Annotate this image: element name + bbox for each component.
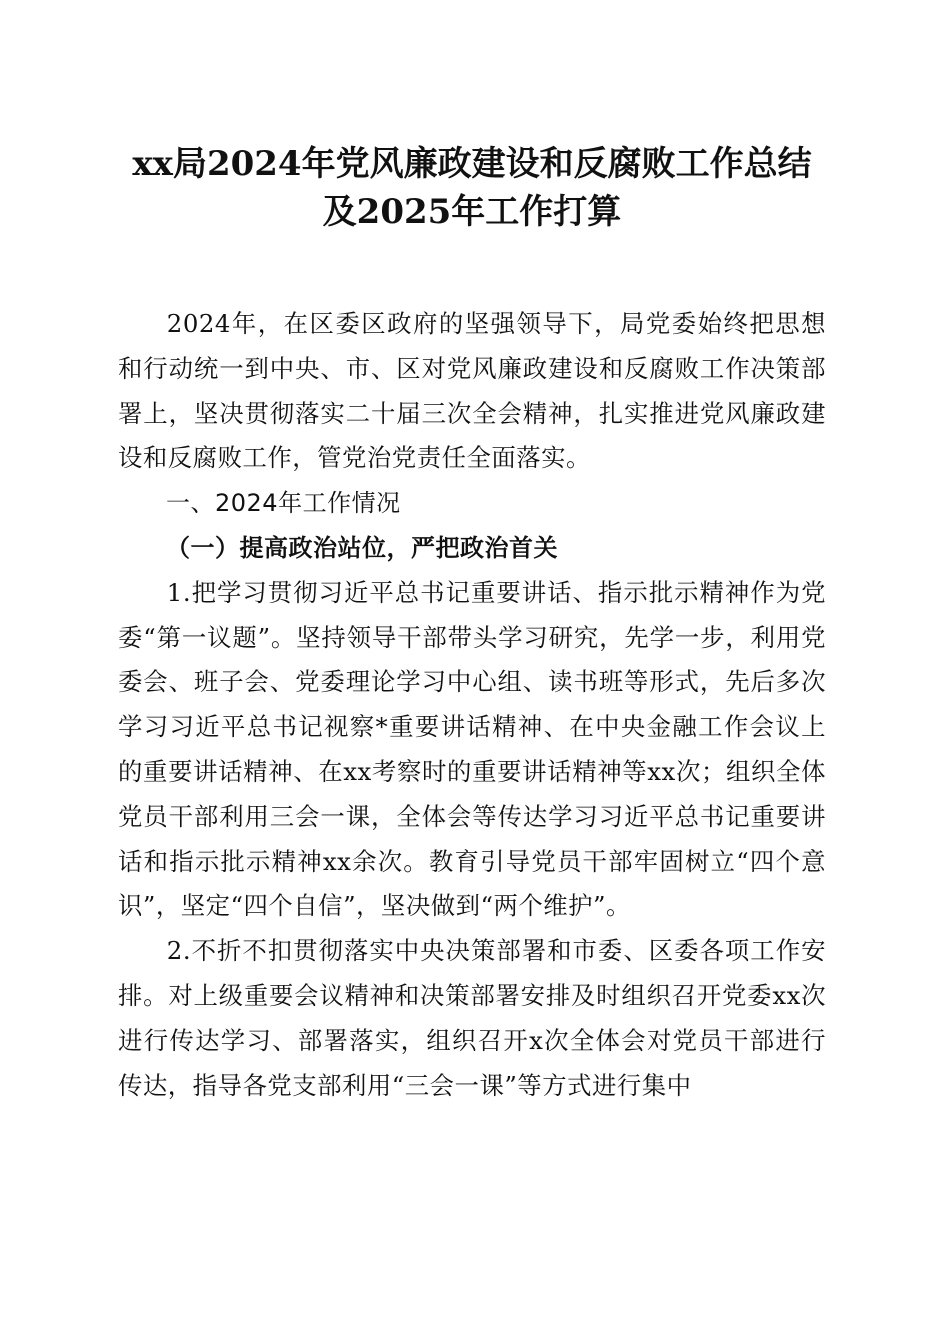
paragraph-1: 1.把学习贯彻习近平总书记重要讲话、指示批示精神作为党委“第一议题”。坚持领导干部带头学习研究，先学一步，利用党委会、班子会、党委理论学习中心组、读书班等形式，先后多次学习习近平总书记视察*重要讲话精神、在中央金融工作会议上的重要讲话精神、在xx考察时的重要讲话精神等xx次；组织全体党员干部利用三会一课，全体会等传达学习习近平总书记重要讲话和指示批示精神xx余次。教育引导党员干部牢固树立“四个意识”，坚定“四个自信”，坚决做到“两个维护”。 bbox=[118, 577, 826, 921]
document-title-line-2: 及2025年工作打算 bbox=[322, 192, 622, 232]
section-1-heading: 一、2024年工作情况 bbox=[166, 489, 401, 518]
intro-paragraph: 2024年，在区委区政府的坚强领导下，局党委始终把思想和行动统一到中央、市、区对党风廉政建设和反腐败工作决策部署上，坚决贯彻落实二十届三次全会精神，扎实推进党风廉政建设和反腐败工作，管党治党责任全面落实。 bbox=[118, 309, 826, 473]
subsection-1-heading: （一）提高政治站位，严把政治首关 bbox=[166, 532, 558, 562]
paragraph-2: 2.不折不扣贯彻落实中央决策部署和市委、区委各项工作安排。对上级重要会议精神和决策部署安排及时组织召开党委xx次进行传达学习、部署落实，组织召开x次全体会对党员干部进行传达，指导各党支部利用“三会一课”等方式进行集中 bbox=[118, 936, 826, 1100]
document-title-line-1: xx局2024年党风廉政建设和反腐败工作总结 bbox=[132, 144, 812, 184]
document-page bbox=[118, 140, 826, 1108]
title-spacer bbox=[118, 236, 826, 302]
